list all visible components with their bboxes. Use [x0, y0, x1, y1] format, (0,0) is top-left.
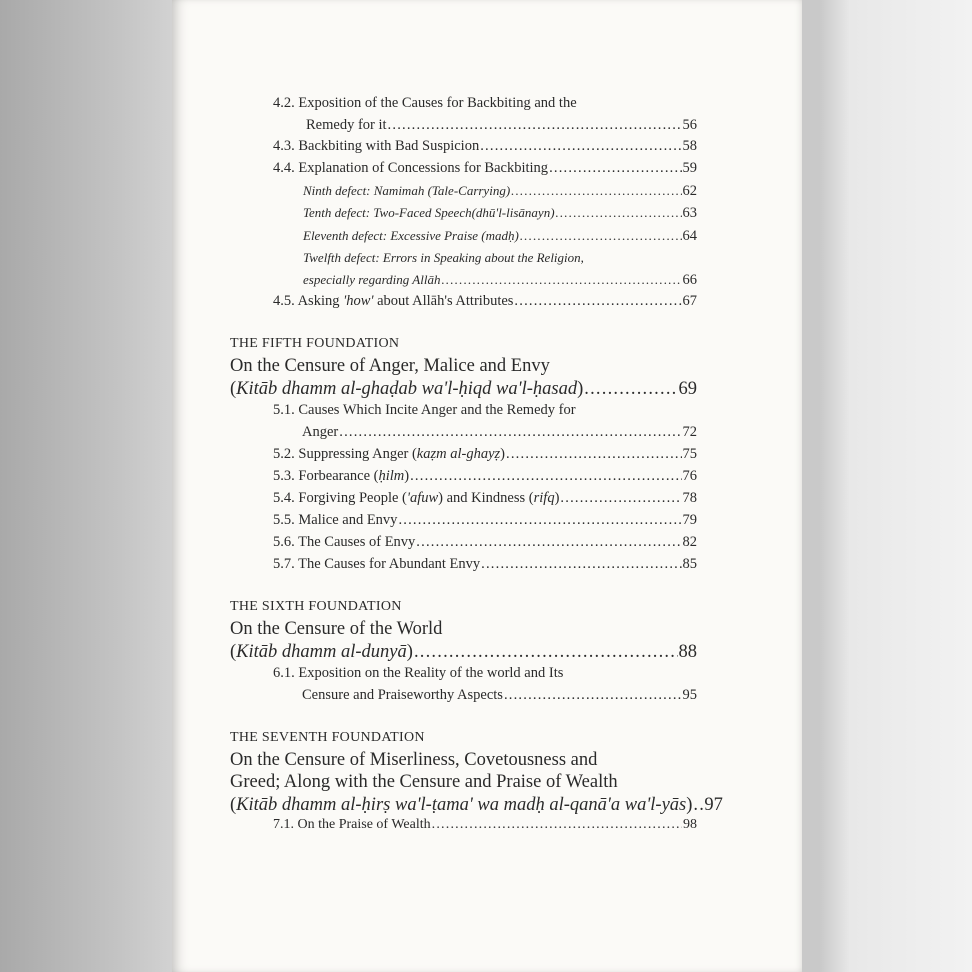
- dot-leader: [398, 513, 681, 528]
- page-number: 59: [682, 160, 697, 176]
- toc-entry-label: Censure and Praiseworthy Aspects: [302, 687, 503, 703]
- toc-entry-label: 5.3. Forbearance (ḥilm): [273, 468, 410, 484]
- page-number: 82: [682, 534, 697, 550]
- page-number: 67: [682, 293, 697, 309]
- toc-entry-label: especially regarding Allāh: [303, 272, 441, 287]
- toc-entry-label: (Kitāb dhamm al-ḥirṣ wa'l-ṭama' wa madḥ al-qanā'a wa'l-yās): [230, 795, 693, 815]
- dot-leader: [520, 229, 682, 242]
- page-number: 95: [682, 687, 697, 703]
- page-number: 69: [678, 379, 697, 399]
- toc-entry-5-1: [302, 425, 697, 440]
- page-number: 97: [704, 795, 723, 815]
- toc-entry-label: (Kitāb dhamm al-ghaḍab wa'l-ḥiqd wa'l-ḥasad): [230, 379, 584, 399]
- toc-entry-5-1-line1: 5.1. Causes Which Incite Anger and the Remedy for: [273, 402, 576, 418]
- toc-entry-label: 5.4. Forgiving People ('afuw) and Kindness (rifq): [273, 490, 560, 506]
- toc-entry-5-7: [273, 557, 697, 572]
- section-title-seventh-line1: On the Censure of Miserliness, Covetousness and: [230, 750, 598, 770]
- dot-leader: [339, 425, 681, 440]
- dot-leader: [549, 161, 681, 176]
- page-number: 62: [682, 183, 697, 199]
- dot-leader: [560, 491, 681, 506]
- dot-leader: [584, 380, 677, 399]
- toc-entry-4-2: [306, 118, 697, 133]
- toc-entry-6-1-line1: 6.1. Exposition on the Reality of the world and Its: [273, 665, 564, 681]
- dot-leader: [504, 688, 682, 703]
- toc-entry-4-5: [273, 294, 697, 309]
- toc-entry-twelfth-defect: [303, 273, 697, 288]
- toc-entry-label: (Kitāb dhamm al-dunyā): [230, 642, 413, 662]
- page-number: 76: [682, 468, 697, 484]
- section-heading-sixth: THE SIXTH FOUNDATION: [230, 599, 402, 614]
- section-heading-fifth: THE FIFTH FOUNDATION: [230, 336, 400, 351]
- toc-entry-label: 5.7. The Causes for Abundant Envy: [273, 556, 481, 572]
- page-number: 64: [682, 228, 697, 244]
- toc-entry-label: Remedy for it: [306, 117, 387, 133]
- section-title-seventh-line2: Greed; Along with the Censure and Praise of Wealth: [230, 772, 618, 792]
- page-number: 58: [682, 138, 697, 154]
- dot-leader: [480, 139, 681, 154]
- toc-entry-label: 5.2. Suppressing Anger (kaẓm al-ghayẓ): [273, 446, 506, 462]
- toc-entry-5-6: [273, 535, 697, 550]
- toc-entry-label: Tenth defect: Two-Faced Speech(dhū'l-lisānayn): [303, 205, 555, 220]
- page-number: 66: [682, 272, 697, 288]
- section-title-sixth: On the Censure of the World: [230, 619, 443, 639]
- toc-entry-5-3: [273, 469, 697, 484]
- toc-entry-label: 4.5. Asking 'how' about Allāh's Attributes: [273, 293, 514, 309]
- dot-leader: [506, 447, 681, 462]
- section-title-fifth: On the Censure of Anger, Malice and Envy: [230, 356, 550, 376]
- toc-entry-5-4: [273, 491, 697, 506]
- section-arabic-seventh: [230, 795, 723, 815]
- page-number: 78: [682, 490, 697, 506]
- toc-entry-label: 7.1. On the Praise of Wealth: [273, 817, 431, 832]
- dot-leader: [410, 469, 681, 484]
- toc-entry-label: 4.3. Backbiting with Bad Suspicion: [273, 138, 480, 154]
- page-number: 56: [682, 117, 697, 133]
- dot-leader: [441, 273, 681, 286]
- toc-entry-label: 4.4. Explanation of Concessions for Backbiting: [273, 160, 549, 176]
- page-number: 75: [682, 446, 697, 462]
- page-number: 79: [682, 512, 697, 528]
- toc-entry-label: Eleventh defect: Excessive Praise (madḥ): [303, 228, 519, 243]
- section-heading-seventh: THE SEVENTH FOUNDATION: [230, 730, 425, 745]
- toc-entry-5-5: [273, 513, 697, 528]
- book-page: [172, 0, 802, 972]
- toc-entry-twelfth-defect-line1: Twelfth defect: Errors in Speaking about the Religion,: [303, 250, 584, 265]
- dot-leader: [416, 535, 681, 550]
- page-number: 88: [678, 642, 697, 662]
- dot-leader: [693, 796, 703, 815]
- dot-leader: [511, 184, 681, 197]
- toc-entry-eleventh-defect: [303, 229, 697, 244]
- toc-entry-5-2: [273, 447, 697, 462]
- toc-entry-7-1: [273, 818, 697, 832]
- section-arabic-sixth: [230, 643, 697, 662]
- toc-entry-label: 5.6. The Causes of Envy: [273, 534, 416, 550]
- section-arabic-fifth: [230, 380, 697, 399]
- toc-entry-4-4: [273, 161, 697, 176]
- toc-entry-4-2-line1: 4.2. Exposition of the Causes for Backbiting and the: [273, 95, 577, 111]
- toc-entry-ninth-defect: [303, 184, 697, 199]
- dot-leader: [414, 643, 678, 662]
- dot-leader: [432, 818, 682, 832]
- toc-entry-label: Ninth defect: Namimah (Tale-Carrying): [303, 183, 511, 198]
- page-number: 63: [682, 205, 697, 221]
- dot-leader: [388, 118, 682, 133]
- toc-entry-6-1: [302, 688, 697, 703]
- dot-leader: [481, 557, 681, 572]
- toc-entry-4-3: [273, 139, 697, 154]
- dot-leader: [514, 294, 681, 309]
- dot-leader: [556, 206, 682, 219]
- toc-entry-tenth-defect: [303, 206, 697, 221]
- page-number: 98: [683, 817, 697, 832]
- page-number: 85: [682, 556, 697, 572]
- page-number: 72: [682, 424, 697, 440]
- toc-entry-label: Anger: [302, 424, 339, 440]
- toc-entry-label: 5.5. Malice and Envy: [273, 512, 398, 528]
